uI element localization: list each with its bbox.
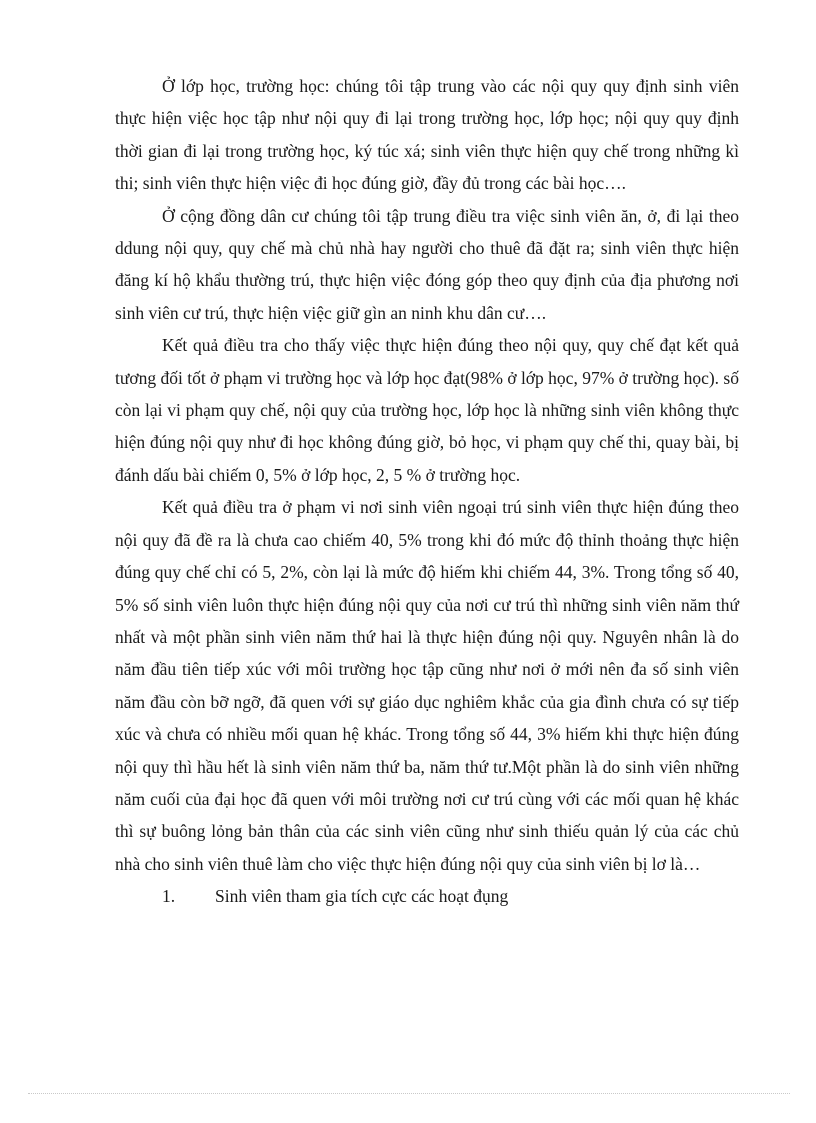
list-item-number: 1. bbox=[162, 886, 176, 907]
paragraph-community: Ở cộng đồng dân cư chúng tôi tập trung điều tra việc sinh viên ăn, ở, đi lại theo ddung nội quy, quy chế mà chủ nhà hay người cho thuê đã đặt ra; sinh viên thực hiện đăng kí hộ khẩu thường trú, thực hiện việc đóng góp theo quy định của địa phương nơi sinh viên cư trú, thực hiện việc giữ gìn an ninh khu dân cư…. bbox=[115, 205, 739, 323]
paragraph-survey-results: Kết quả điều tra cho thấy việc thực hiện đúng theo nội quy, quy chế đạt kết quả tương đối tốt ở phạm vi trường học và lớp học đạt(98% ở lớp học, 97% ở trường học). số còn lại vi phạm quy chế, nội quy của trường học, lớp học là những sinh viên không thực hiện đúng nội quy như đi học không đúng giờ, bỏ học, vi phạm quy chế thi, quay bài, bị đánh dấu bài chiếm 0, 5% ở lớp học, 2, 5 % ở trường học. bbox=[115, 335, 739, 485]
document-body bbox=[115, 70, 739, 913]
list-item-text: Sinh viên tham gia tích cực các hoạt đụng bbox=[215, 886, 509, 907]
footer-divider bbox=[28, 1093, 790, 1094]
numbered-list-item bbox=[115, 880, 739, 912]
paragraph-off-campus-results: Kết quả điều tra ở phạm vi nơi sinh viên ngoại trú sinh viên thực hiện đúng theo nội quy đã đề ra là chưa cao chiếm 40, 5% trong khi đó mức độ thỉnh thoảng thực hiện đúng quy chế chỉ có 5, 2%, còn lại là mức độ hiếm khi chiếm 44, 3%. Trong tổng số 40, 5% số sinh viên luôn thực hiện đúng nội quy của nơi cư trú thì những sinh viên năm thứ nhất và một phần sinh viên năm thứ hai là thực hiện đúng nội quy. Nguyên nhân là do năm đầu tiên tiếp xúc với môi trường học tập cũng như nơi ở mới nên đa số sinh viên năm đầu còn bỡ ngỡ, đã quen với sự giáo dục nghiêm khắc của gia đình chưa có sự tiếp xúc và chưa có nhiều mối quan hệ khác. Trong tổng số 44, 3% hiếm khi thực hiện đúng nội quy thì hầu hết là sinh viên năm thứ ba, năm thứ tư.Một phần là do sinh viên những năm cuối của đại học đã quen với môi trường nơi cư trú cùng với các mối quan hệ khác thì sự buông lỏng bản thân của các sinh viên cũng như sinh thiếu quản lý của các chủ nhà cho sinh viên thuê làm cho việc thực hiện đúng nội quy của sinh viên bị lơ là… bbox=[115, 497, 739, 874]
paragraph-classroom: Ở lớp học, trường học: chúng tôi tập trung vào các nội quy quy định sinh viên thực hiện việc học tập như nội quy đi lại trong trường học, lớp học; nội quy quy định thời gian đi lại trong trường học, ký túc xá; sinh viên thực hiện quy chế trong những kì thi; sinh viên thực hiện việc đi học đúng giờ, đầy đủ trong các bài học…. bbox=[115, 76, 739, 194]
